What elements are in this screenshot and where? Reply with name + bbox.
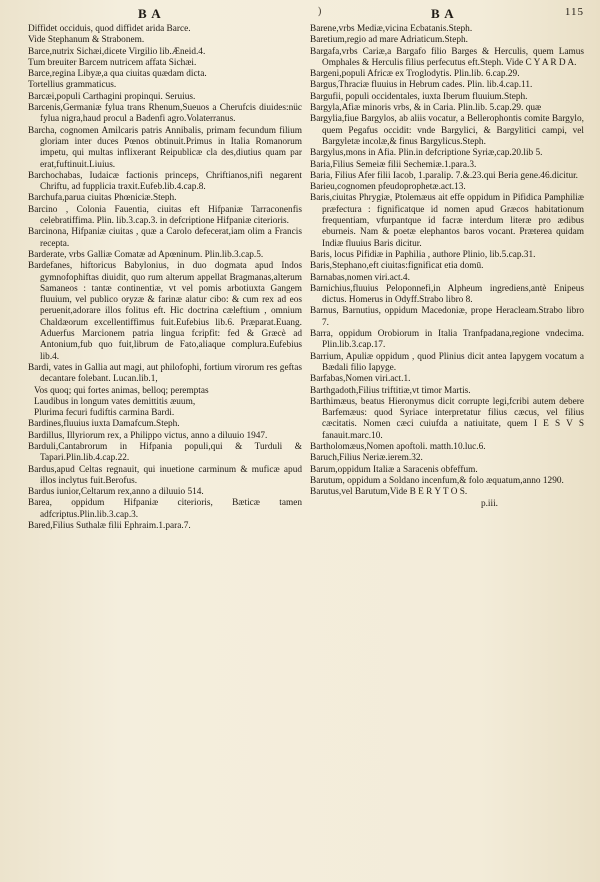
dictionary-entry: Barcinona, Hifpaniæ ciuitas , quæ a Carolo defecerat,iam olim a Francis recepta. [28, 227, 302, 249]
dictionary-entry: Bardus iunior,Celtarum rex,anno a diluuio 514. [28, 487, 204, 498]
header-right-letters: B A [431, 6, 455, 21]
verse-line: Vos quoq; qui fortes animas, belloq; peremptas [34, 385, 209, 396]
dictionary-entry: Baruch,Filius Neriæ.ierem.32. [310, 453, 423, 464]
dictionary-entry: Bardi, vates in Gallia aut magi, aut philofophi, fortium virorum res geftas decantare folebant. Lucan.lib.1, [28, 362, 302, 385]
two-column-body [28, 24, 586, 532]
catchword: p.iii. [480, 499, 498, 510]
dictionary-entry: Barnichius,fluuius Peloponnefi,in Alpheum ingrediens,antè Enipeus dictus. Homerus in Odyff.Strabo libro 8. [310, 283, 584, 306]
dictionary-entry: Bargylus,mons in Afia. Plin.in defcriptione Syriæ,cap.20.lib 5. [310, 148, 543, 159]
dictionary-entry: Bargylia,fiue Bargylos, ab aliis vocatur, a Bellerophontis comite Bargylo, quem Pegafus occidit: vnde Bargylici, & Bargylitici campi, vel Bargyletæ incolæ,& finus Bargylicus.Steph. [310, 114, 584, 147]
dictionary-entry: Baria,Filius Semeiæ filii Sechemiæ.1.para.3. [310, 159, 477, 170]
dictionary-entry: Baris,ciuitas Phrygiæ, Ptolemæus ait effe oppidum in Pifidica Pamphiliæ præfectura : fignificatque id nomen apud Græcos habitationum frequentiam, vfurpantque id facræ interdum literæ pro ædibus eburneis. Nam & poetæ elephantos baros vocant. Præterea quidam Indiæ fluuius Baris dicitur. [310, 193, 584, 249]
dictionary-entry: Barderate, vrbs Galliæ Comatæ ad Apœninum. Plin.lib.3.cap.5. [28, 249, 264, 260]
dictionary-entry: Barcino , Colonia Fauentia, ciuitas eft Hifpaniæ Tarraconenfis celebratiffima. Plin. lib.3.cap.3. in defcriptione Hifpaniæ citerioris. [28, 204, 302, 227]
dictionary-entry: Barnus, Barnutius, oppidum Macedoniæ, prope Heracleam.Strabo libro 7. [310, 306, 584, 328]
header-center-mark: ) [318, 6, 323, 17]
dictionary-entry: Barrium, Apuliæ oppidum , quod Plinius dicit antea Iapygem vocatum a Bædali filio Iapyge. [310, 351, 584, 373]
dictionary-entry: Barchufa,parua ciuitas Phœniciæ.Steph. [28, 193, 177, 204]
dictionary-entry: Bardefanes, hiftoricus Babylonius, in duo dogmata apud Indos gymnofophiftas diuidit, quo rum alterum appellat Bragmanas,alterum Samaneos : tantæ continentiæ, vt vel pomis arbotiuxta Gangem fluuium, vel publico oryzæ & farinæ alatur cibo: & cum rex ad eos peruenit,adorare illos folitus eft. Hic doctrina cæleftium , omnium Chaldæorum excellentiffimus fuit.Eufebius lib.6. Præparat.Euang. Aduerfus Marcionem patria lingua fcripfit: fed & Græcè ad Antonium,fub quo fuit,librum de Fato,aliaque complura.Eufebius lib.4. [28, 261, 302, 362]
dictionary-entry: Bargafa,vrbs Cariæ,a Bargafo filio Barges & Herculis, quem Lamus Omphales & Herculis filius perfecutus eft.Steph. Vide C Y A R D A. [310, 46, 584, 68]
dictionary-entry: Barfabas,Nomen viri.act.1. [310, 374, 411, 385]
dictionary-entry: Tortellius grammaticus. [28, 80, 117, 91]
dictionary-entry: Barnabas,nomen viri.act.4. [310, 272, 410, 283]
dictionary-entry: Barum,oppidum Italiæ a Saracenis obfeffum. [310, 464, 478, 475]
dictionary-entry: Bargeni,populi Africæ ex Troglodytis. Plin.lib. 6.cap.29. [310, 69, 520, 80]
dictionary-entry: Baria, Filius Afer filii Iacob, 1.paralip. 7.&.23.qui Beria gene.46.dicitur. [310, 170, 578, 181]
dictionary-entry: Barieu,cognomen pfeudoprophetæ.act.13. [310, 182, 466, 193]
dictionary-entry: Barcenis,Germaniæ fylua trans Rhenum,Sueuos a Cherufcis diuides:nüc fylua nigra,haud procul a Badenfi agro.Volaterranus. [28, 103, 302, 125]
right-column [310, 24, 584, 532]
dictionary-entry: Bardillus, Illyriorum rex, a Philippo victus, anno a diluuio 1947. [28, 430, 268, 441]
dictionary-entry: Barcha, cognomen Amilcaris patris Annibalis, primam fecundum filium gloriam inter duces Pœnos obtinuit.Primus in Italia Romanorum impetu, qui multas inflixerant Reipublicæ cla des,diutius quam par erat,fuftinuit.Liuius. [28, 125, 302, 170]
folio-number: 115 [564, 6, 584, 18]
dictionary-entry: Barutus,vel Barutum,Vide B E R Y T O S. [310, 487, 468, 498]
dictionary-entry: Baris, locus Pifidiæ in Paphilia , authore Plinio, lib.5.cap.31. [310, 249, 536, 260]
dictionary-entry: Barea, oppidum Hifpaniæ citerioris, Bæticæ tamen adfcriptus.Plin.lib.3.cap.3. [28, 498, 302, 520]
dictionary-entry: Baris,Stephano,eft ciuitas:fignificat etia domū. [310, 261, 484, 272]
dictionary-entry: Barra, oppidum Orobiorum in Italia Tranfpadana,regione vndecima. Plin.lib.3.cap.17. [310, 329, 584, 351]
dictionary-entry: Barthgadoth,Filius triftitiæ,vt timor Martis. [310, 385, 471, 396]
dictionary-entry: Barthimæus, beatus Hieronymus dicit corrupte legi,fcribi autem debere Barfemæus: quod Syriace interpretatur filius cæcus, vel filius cæcitatis. Nomen cæci cuiufda a natiuitate, quem I E S V S fanauit.marc.10. [310, 396, 584, 441]
dictionary-entry: Bardus,apud Celtas regnauit, qui inuetione carminum & muficæ apud illos inclytus fuit.Berofus. [28, 464, 302, 486]
verse-line: Laudibus in longum vates demittitis æuum, [34, 396, 196, 407]
dictionary-entry: Bargus,Thraciæ fluuius in Hebrum cades. Plin. lib.4.cap.11. [310, 80, 533, 91]
dictionary-entry: Barene,vrbs Mediæ,vicina Ecbatanis.Steph. [310, 24, 473, 34]
dictionary-entry: Barce,nutrix Sichæi,dicete Virgilio lib.Æneid.4. [28, 46, 206, 57]
verse-line: Plurima fecuri fudiftis carmina Bardi. [34, 408, 175, 419]
dictionary-entry: Baretium,regio ad mare Adriaticum.Steph. [310, 35, 469, 46]
dictionary-entry: Barchochabas, Iudaicæ factionis princeps, Chriftianos,nifi negarent Chriftu, ad fupplicia traxit.Eufeb.lib.4.cap.8. [28, 170, 302, 193]
dictionary-entry: Barutum, oppidum a Soldano incenfum,& folo æquatum,anno 1290. [310, 475, 564, 486]
dictionary-entry: Bared,Filius Suthalæ filii Ephraim.1.para.7. [28, 521, 191, 532]
dictionary-entry: Vide Stephanum & Strabonem. [28, 35, 145, 46]
dictionary-entry: Barce,regina Libyæ,a qua ciuitas quædam dicta. [28, 69, 207, 80]
dictionary-entry: Bargyla,Afiæ minoris vrbs, & in Caria. Plin.lib. 5.cap.29. quæ [310, 103, 542, 114]
dictionary-entry: Tum breuiter Barcem nutricem affata Sichæi. [28, 57, 197, 68]
dictionary-entry: Barcæi,populi Carthagini propinqui. Seruius. [28, 91, 196, 102]
dictionary-entry: Bardines,fluuius iuxta Damafcum.Steph. [28, 419, 180, 430]
running-header [28, 4, 586, 24]
dictionary-entry: Diffidet occiduis, quod diffidet arida Barce. [28, 24, 191, 34]
header-left-letters: B A [138, 6, 162, 21]
dictionary-entry: Barduli,Cantabrorum in Hifpania populi,qui & Turduli & Tapari.Plin.lib.4.cap.22. [28, 441, 302, 464]
dictionary-entry: Bargufii, populi occidentales, iuxta Iberum fluuium.Steph. [310, 91, 528, 102]
dictionary-entry: Bartholomæus,Nomen apoftoli. matth.10.luc.6. [310, 441, 486, 452]
left-column [28, 24, 302, 532]
